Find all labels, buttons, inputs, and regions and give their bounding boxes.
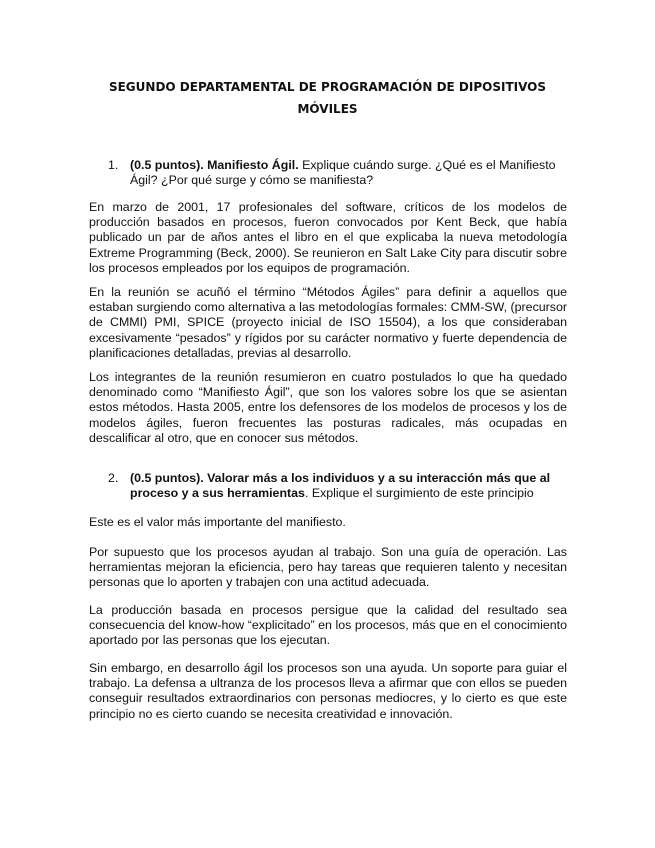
answer-paragraph: En la reunión se acuñó el término “Métodos Ágiles” para definir a aquellos que estaban surgiendo como alternativa a las metodologías formales: CMM-SW, (precursor de CMMI) PMI, SPICE (proyecto inicial de ISO 15504), a los que consideraban excesivamente “pesados” y rígidos por su carácter normativo y fuerte dependencia de planificaciones detalladas, previas al desarrollo. xyxy=(89,285,567,360)
question-heading: (0.5 puntos). Valorar más a los individuos y a su interacción más que al proceso y a sus herramientas xyxy=(130,471,551,500)
answer-paragraph: Sin embargo, en desarrollo ágil los procesos son una ayuda. Un soporte para guiar el trabajo. La defensa a ultranza de los procesos lleva a afirmar que con ellos se pueden conseguir resultados extraordinarios con personas mediocres, y lo cierto es que este principio no es cierto cuando se necesita creatividad e innovación. xyxy=(89,661,567,721)
question-text xyxy=(130,471,578,501)
question-2 xyxy=(108,471,578,501)
question-prompt: . Explique el surgimiento de este principio xyxy=(304,486,534,500)
document-title xyxy=(60,76,595,120)
answer-paragraph: En marzo de 2001, 17 profesionales del software, críticos de los modelos de producción basados en procesos, fueron convocados por Kent Beck, que había publicado un par de años antes el libro en el que explicaba la nueva metodología Extreme Programming (Beck, 2000). Se reunieron en Salt Lake City para discutir sobre los procesos empleados por los equipos de programación. xyxy=(89,200,567,275)
answer-paragraph: Este es el valor más importante del manifiesto. xyxy=(89,515,346,529)
question-text xyxy=(130,158,578,188)
question-prompt: Explique cuándo surge. ¿Qué es el Manifiesto Ágil? ¿Por qué surge y cómo se manifiesta? xyxy=(130,158,556,187)
question-heading: (0.5 puntos). Manifiesto Ágil. xyxy=(130,158,299,172)
title-line-2: MÓVILES xyxy=(297,102,358,116)
question-number: 2. xyxy=(108,471,119,485)
title-line-1: SEGUNDO DEPARTAMENTAL DE PROGRAMACIÓN DE DIPOSITIVOS xyxy=(108,80,547,94)
answer-paragraph: Por supuesto que los procesos ayudan al trabajo. Son una guía de operación. Las herramientas mejoran la eficiencia, pero hay tareas que requieren talento y necesitan personas que lo aporten y trabajen con una actitud adecuada. xyxy=(89,545,567,590)
question-1 xyxy=(108,158,578,188)
question-number: 1. xyxy=(108,158,119,172)
answer-paragraph: La producción basada en procesos persigue que la calidad del resultado sea consecuencia del know-how “explicitado” en los procesos, más que en el conocimiento aportado por las personas que los ejecutan. xyxy=(89,603,567,648)
answer-paragraph: Los integrantes de la reunión resumieron en cuatro postulados lo que ha quedado denominado como “Manifiesto Ágil”, que son los valores sobre los que se asientan estos métodos. Hasta 2005, entre los defensores de los modelos de procesos y los de modelos ágiles, fueron frecuentes las posturas radicales, más ocupadas en descalificar al otro, que en conocer sus métodos. xyxy=(89,370,567,445)
